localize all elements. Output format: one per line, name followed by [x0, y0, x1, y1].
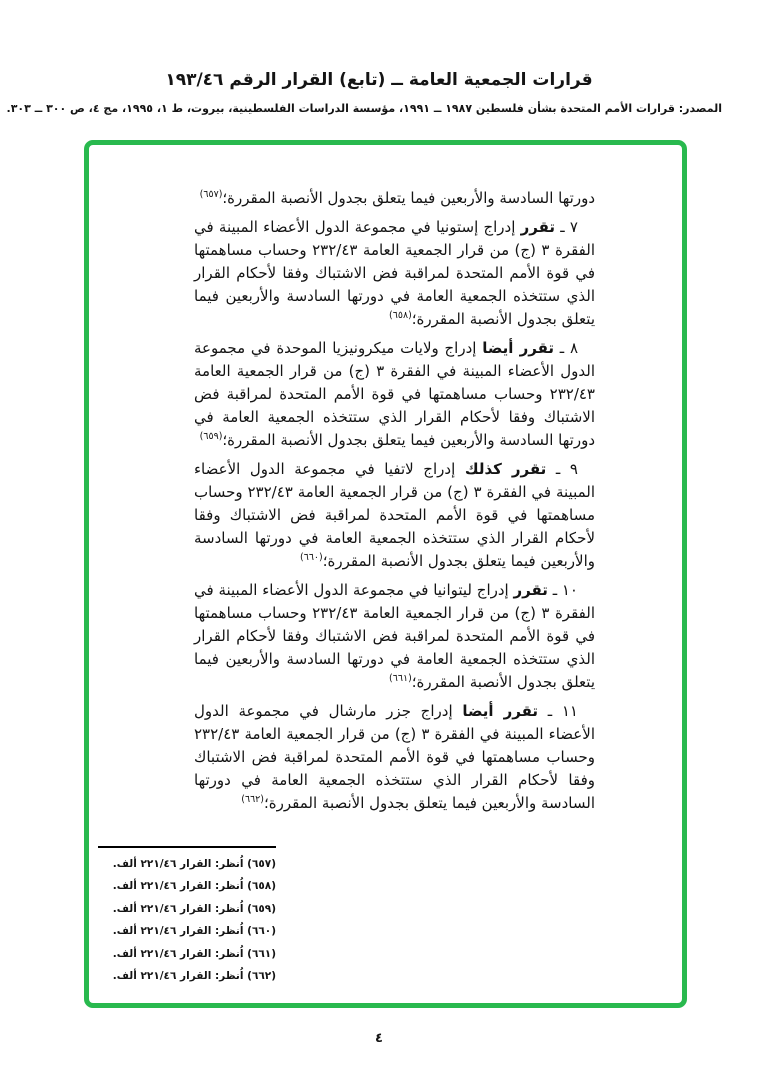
footnote-item: [98, 965, 276, 987]
footnote-ref: (٦٦٢): [241, 794, 264, 805]
footnote-number: (٦٦٢): [247, 970, 276, 983]
resolution-paragraph: [194, 458, 595, 573]
page-title: قرارات الجمعية العامة ــ (تابع) القرار الرقم ١٩٣/٤٦: [165, 70, 593, 90]
footnote-list: [98, 853, 276, 987]
footnote-number: (٦٥٩): [247, 902, 276, 915]
footnote-number: (٦٦٠): [247, 925, 276, 938]
resolution-paragraph: [194, 216, 595, 331]
paragraph-text: إدراج لاتفيا في مجموعة الدول الأعضاء المبينة في الفقرة ٣ (ج) من قرار الجمعية العامة ٢٣٢/٤٣ وحساب مساهمتها في قوة الأمم المتحدة لمراقبة فض الاشتباك وفقا لأحكام القرار الذي ستتخذه الجمعية العامة في دورتها السادسة والأربعين فيما يتعلق بجدول الأنصبة المقررة؛: [194, 460, 596, 570]
footnote-text: اُنظر: القرار ٢٢١/٤٦ ألف.: [112, 970, 244, 983]
footnote-ref: (٦٦١): [389, 673, 412, 684]
footnote-item: [98, 920, 276, 942]
footnote-ref: (٦٥٧): [199, 189, 223, 200]
footnote-text: اُنظر: القرار ٢٢١/٤٦ ألف.: [112, 925, 244, 938]
paragraph-number: ٧ ـ: [560, 218, 578, 236]
paragraph-text: إدراج ليتوانيا في مجموعة الدول الأعضاء المبينة في الفقرة ٣ (ج) من قرار الجمعية العامة ٢٣٢/٤٣ وحساب مساهمتها في قوة الأمم المتحدة لمراقبة فض الاشتباك وفقا لأحكام القرار الذي ستتخذه الجمعية العامة في دورتها السادسة والأربعين فيما يتعلق بجدول الأنصبة المقررة؛: [194, 581, 595, 691]
resolution-paragraph: [194, 187, 595, 210]
content-frame: [84, 140, 687, 1008]
page-number: ٤: [375, 1031, 383, 1046]
resolution-text-column: [194, 187, 595, 821]
footnote-item: [98, 898, 276, 920]
footnote-ref: (٦٥٨): [389, 310, 412, 321]
operative-verb: تقرر أيضا: [462, 702, 539, 720]
operative-verb: تقرر كذلك: [464, 460, 547, 478]
operative-verb: تقرر: [520, 218, 556, 236]
resolution-paragraph: [194, 700, 595, 815]
footnote-ref: (٦٥٩): [199, 431, 223, 442]
footnote-text: اُنظر: القرار ٢٢١/٤٦ ألف.: [112, 858, 244, 870]
resolution-paragraph: [194, 337, 595, 452]
footnote-ref: (٦٦٠): [300, 552, 323, 563]
footnote-text: اُنظر: القرار ٢٢١/٤٦ ألف.: [112, 880, 244, 893]
footnote-number: (٦٦١): [247, 947, 276, 960]
footnote-separator: [98, 846, 276, 848]
footnote-text: اُنظر: القرار ٢٢١/٤٦ ألف.: [112, 902, 244, 915]
operative-verb: تقرر: [513, 581, 548, 599]
paragraph-number: ٩ ـ: [555, 460, 578, 478]
footnote-item: [98, 853, 276, 875]
paragraph-text: إدراج ولايات ميكرونيزيا الموحدة في مجموعة الدول الأعضاء المبينة في الفقرة ٣ (ج) من قرار الجمعية العامة ٢٣٢/٤٣ وحساب مساهمتها في قوة الأمم المتحدة لمراقبة فض الاشتباك وفقا لأحكام القرار الذي ستتخذه الجمعية العامة في دورتها السادسة والأربعين فيما يتعلق بجدول الأنصبة المقررة؛: [194, 339, 595, 449]
operative-verb: تقرر أيضا: [482, 339, 555, 357]
footnote-block: [98, 846, 276, 987]
footnote-number: (٦٥٨): [247, 880, 276, 893]
source-line: المصدر: قرارات الأمم المتحدة بشأن فلسطين ١٩٨٧ ــ ١٩٩١، مؤسسة الدراسات الفلسطينية، بيروت، ط ١، ١٩٩٥، مج ٤، ص ٣٠٠ ــ ٣٠٣.: [6, 102, 722, 115]
paragraph-number: ١١ ـ: [547, 702, 578, 720]
paragraph-text: دورتها السادسة والأربعين فيما يتعلق بجدول الأنصبة المقررة؛: [222, 189, 595, 207]
paragraph-text: إدراج جزر مارشال في مجموعة الدول الأعضاء المبينة في الفقرة ٣ (ج) من قرار الجمعية العامة ٢٣٢/٤٣ وحساب مساهمتها في قوة الأمم المتحدة لمراقبة فض الاشتباك وفقا لأحكام القرار الذي ستتخذه الجمعية العامة في دورتها السادسة والأربعين فيما يتعلق بجدول الأنصبة المقررة؛: [194, 702, 595, 812]
footnote-item: [98, 943, 276, 965]
resolution-paragraph: [194, 579, 595, 694]
footnote-text: اُنظر: القرار ٢٢١/٤٦ ألف.: [112, 947, 244, 960]
paragraph-number: ١٠ ـ: [552, 581, 578, 599]
footnote-item: [98, 875, 276, 897]
footnote-number: (٦٥٧): [247, 858, 276, 870]
paragraph-number: ٨ ـ: [559, 339, 578, 357]
paragraph-text: إدراج إستونيا في مجموعة الدول الأعضاء المبينة في الفقرة ٣ (ج) من قرار الجمعية العامة ٢٣٢/٤٣ وحساب مساهمتها في قوة الأمم المتحدة لمراقبة فض الاشتباك وفقا لأحكام القرار الذي ستتخذه الجمعية العامة في دورتها السادسة والأربعين فيما يتعلق بجدول الأنصبة المقررة؛: [194, 218, 595, 328]
